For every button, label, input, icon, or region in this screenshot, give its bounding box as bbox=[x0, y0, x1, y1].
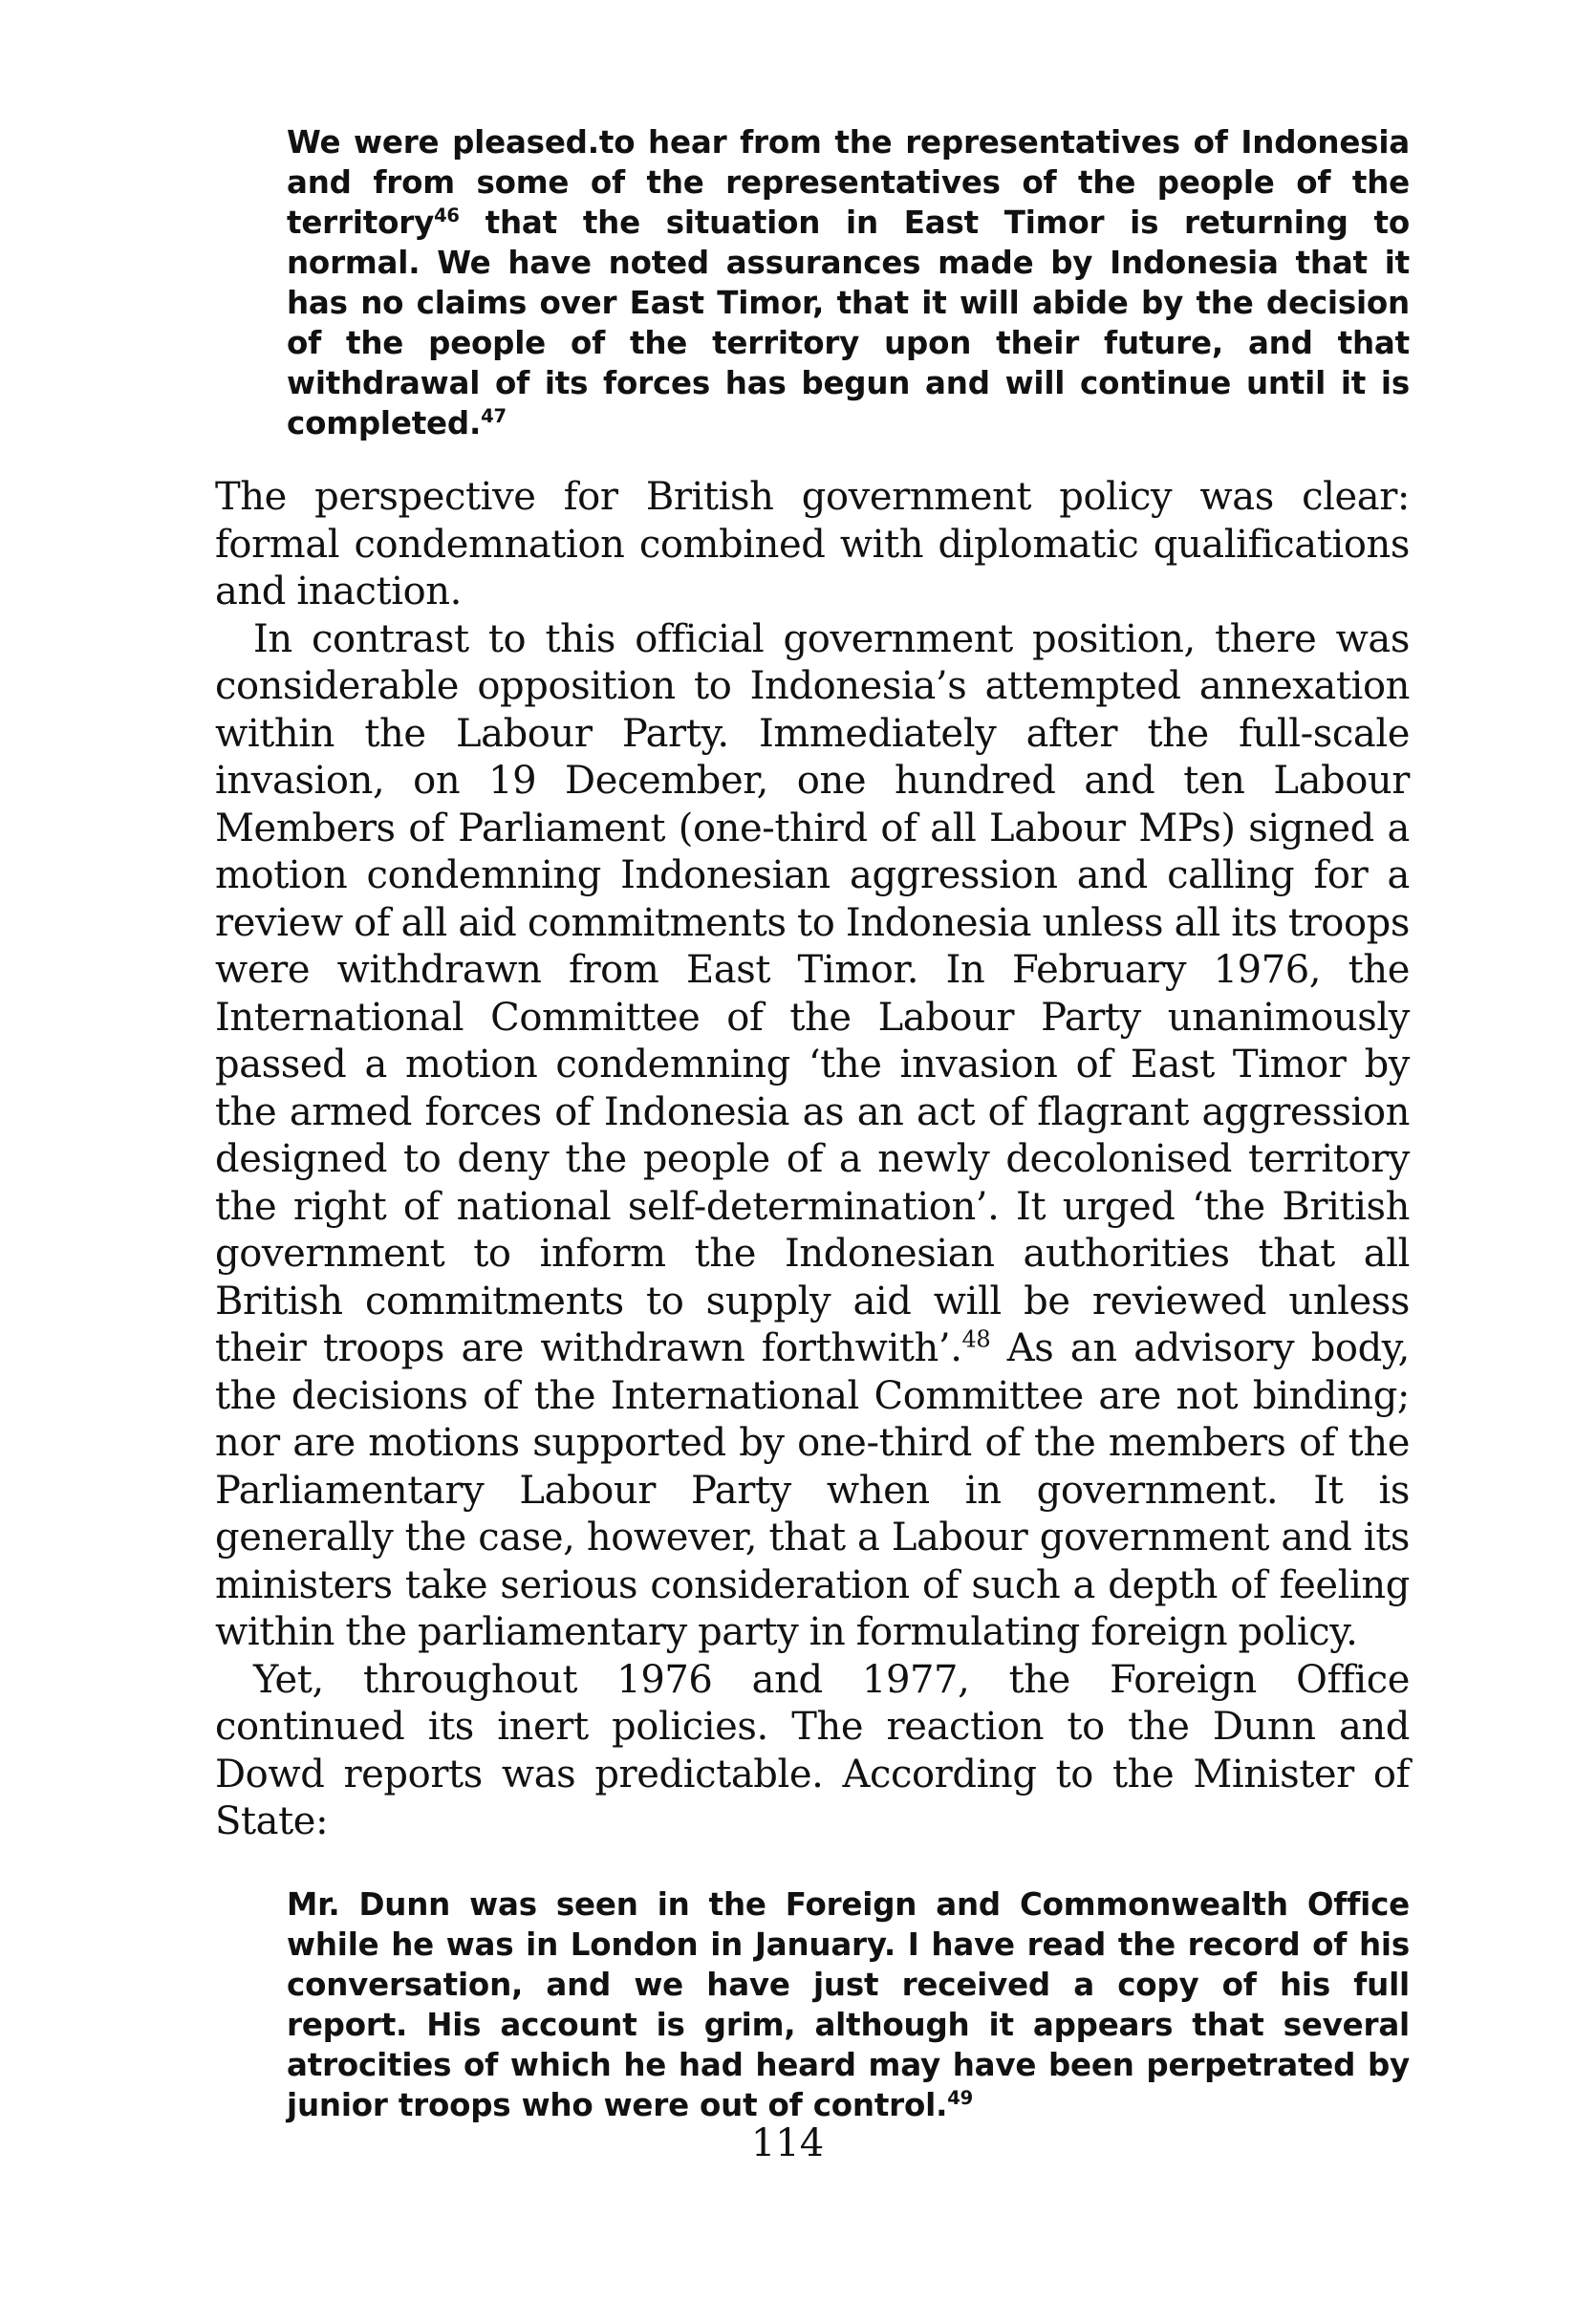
paragraph-labour-text-b: As an advisory body, the decisions of the International Committee are not binding; nor are motions supported by one-third of the members of the Parliamentary Labour Party when in government. It is generally the case, however, that a Labour government and its ministers take serious consideration of such a depth of feeling within the parliamentary party in formulating foreign policy. bbox=[215, 1326, 1410, 1654]
paragraph-labour-opposition bbox=[215, 616, 1410, 1657]
footnote-ref-49: 49 bbox=[947, 2086, 973, 2109]
page-body bbox=[215, 122, 1410, 2125]
footnote-ref-47: 47 bbox=[481, 405, 507, 428]
footnote-ref-48: 48 bbox=[961, 1325, 991, 1353]
block-quote-minister bbox=[287, 1884, 1410, 2125]
quote-text-b: that the situation in East Timor is returning to normal. We have noted assurances made by Indonesia that it has no claims over East Timor, that it will abide by the decision of the people of the territory upon their future, and that withdrawal of its forces has begun and will continue until it is completed. bbox=[287, 204, 1410, 441]
footnote-ref-46: 46 bbox=[434, 204, 460, 227]
page-number: 114 bbox=[750, 2121, 825, 2165]
quote-minister-text: Mr. Dunn was seen in the Foreign and Commonwealth Office while he was in London in January. I have read the record of his conversation, and we have just received a copy of his full report. His account is grim, although it appears that several atrocities of which he had heard may have been perpetrated by junior troops who were out of control. bbox=[287, 1885, 1410, 2123]
paragraph-labour-text-a: In contrast to this official government position, there was considerable opposition to Indonesia’s attempted annexation within the Labour Party. Immediately after the full-scale invasion, on 19 December, one hundred and ten Labour Members of Parliament (one-third of all Labour MPs) signed a motion condemning Indonesian aggression and calling for a review of all aid commitments to Indonesia unless all its troops were withdrawn from East Timor. In February 1976, the International Committee of the Labour Party unanimously passed a motion condemning ‘the invasion of East Timor by the armed forces of Indonesia as an act of flagrant aggression designed to deny the people of a newly decolonised territory the right of national self-determination’. It urged ‘the British government to inform the Indonesian authorities that all British commitments to supply aid will be reviewed unless their troops are withdrawn forthwith’. bbox=[215, 616, 1410, 1370]
paragraph-perspective: The perspective for British government policy was clear: formal condemnation combined with diplomatic qualifications and inaction. bbox=[215, 475, 1410, 613]
quote-text-a: We were pleased.to hear from the representatives of Indonesia and from some of the representatives of the people of the territory bbox=[287, 124, 1410, 241]
block-quote-indonesia bbox=[287, 122, 1410, 443]
paragraph-foreign-office: Yet, throughout 1976 and 1977, the Foreign Office continued its inert policies. The reaction to the Dunn and Dowd reports was predictable. According to the Minister of State: bbox=[215, 1657, 1410, 1843]
